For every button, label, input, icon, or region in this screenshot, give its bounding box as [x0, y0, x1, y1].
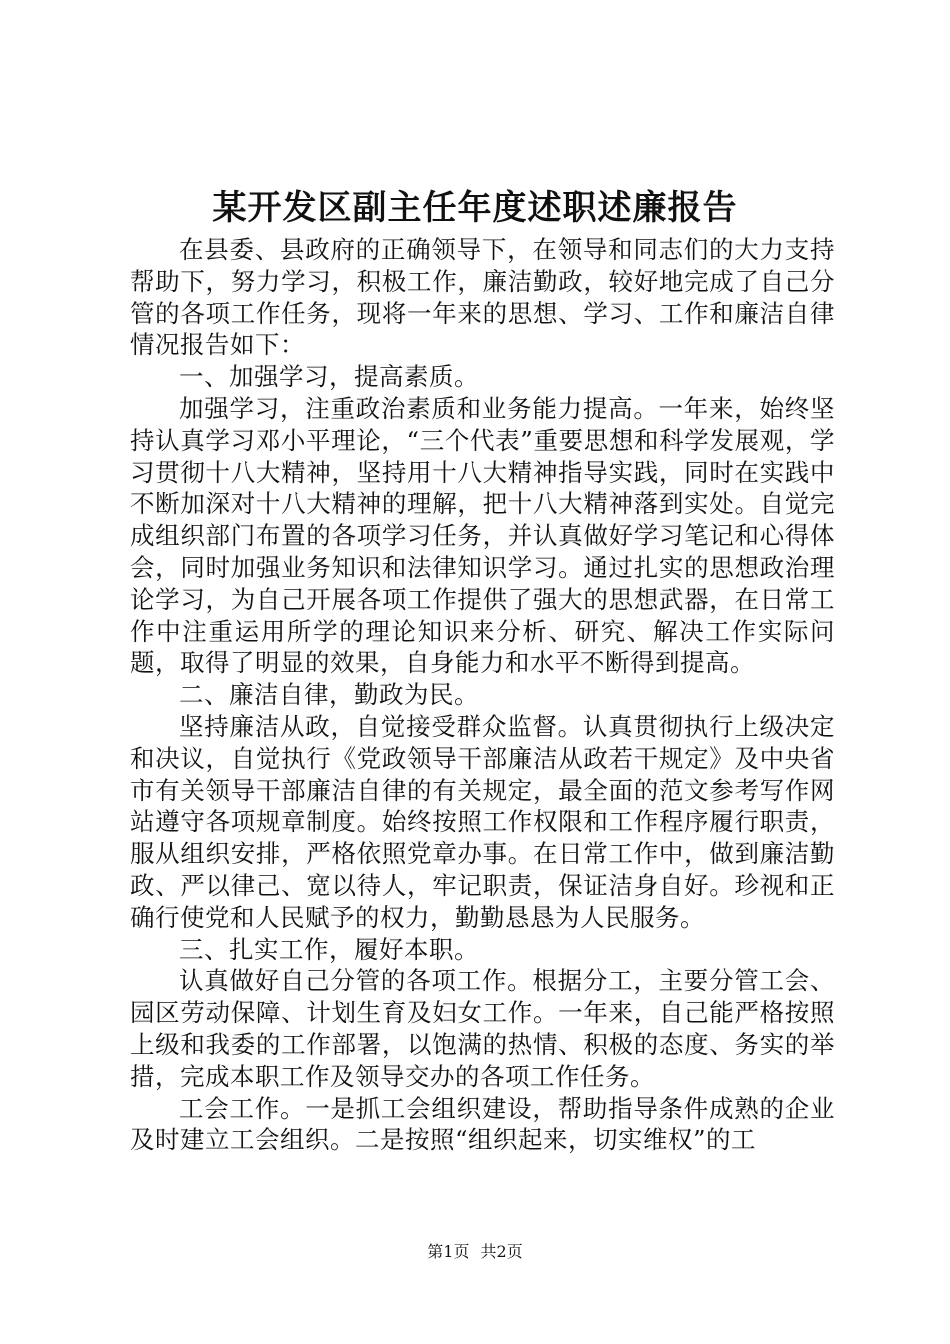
- paragraph-work: 认真做好自己分管的各项工作。根据分工，主要分管工会、园区劳动保障、计划生育及妇女工作。一年来，自己能严格按照上级和我委的工作部署，以饱满的热情、积极的态度、务实的举措，完成本职工作及领导交办的各项工作任务。: [130, 966, 835, 1091]
- page-total: 共2页: [480, 1242, 523, 1261]
- paragraph-study: 加强学习，注重政治素质和业务能力提高。一年来，始终坚持认真学习邓小平理论，“三个代表”重要思想和科学发展观，学习贯彻十八大精神，坚持用十八大精神指导实践，同时在实践中不断加深对十八大精神的理解，把十八大精神落到实处。自觉完成组织部门布置的各项学习任务，并认真做好学习笔记和心得体会，同时加强业务知识和法律知识学习。通过扎实的思想政治理论学习，为自己开展各项工作提供了强大的思想武器，在日常工作中注重运用所学的理论知识来分析、研究、解决工作实际问题，取得了明显的效果，自身能力和水平不断得到提高。: [130, 393, 835, 678]
- paragraph-intro: 在县委、县政府的正确领导下，在领导和同志们的大力支持帮助下，努力学习，积极工作，廉洁勤政，较好地完成了自己分管的各项工作任务，现将一年来的思想、学习、工作和廉洁自律情况报告如下：: [130, 235, 835, 360]
- section-heading-2: 二、廉洁自律，勤政为民。: [179, 680, 479, 710]
- paragraph-union: 工会工作。一是抓工会组织建设，帮助指导条件成熟的企业及时建立工会组织。二是按照“组织起来，切实维权”的工: [130, 1093, 835, 1155]
- document-title: 某开发区副主任年度述职述廉报告: [212, 188, 738, 228]
- section-heading-3: 三、扎实工作，履好本职。: [179, 934, 479, 964]
- page-number: 第1页: [427, 1242, 470, 1261]
- section-heading-1: 一、加强学习，提高素质。: [179, 362, 479, 392]
- paragraph-integrity: 坚持廉洁从政，自觉接受群众监督。认真贯彻执行上级决定和决议，自觉执行《党政领导干部廉洁从政若干规定》及中央省市有关领导干部廉洁自律的有关规定，最全面的范文参考写作网站遵守各项规章制度。始终按照工作权限和工作程序履行职责，服从组织安排，严格依照党章办事。在日常工作中，做到廉洁勤政、严以律己、宽以待人，牢记职责，保证洁身自好。珍视和正确行使党和人民赋予的权力，勤勤恳恳为人民服务。: [130, 711, 835, 932]
- page-footer: [0, 1240, 950, 1264]
- document-body: [130, 234, 835, 1156]
